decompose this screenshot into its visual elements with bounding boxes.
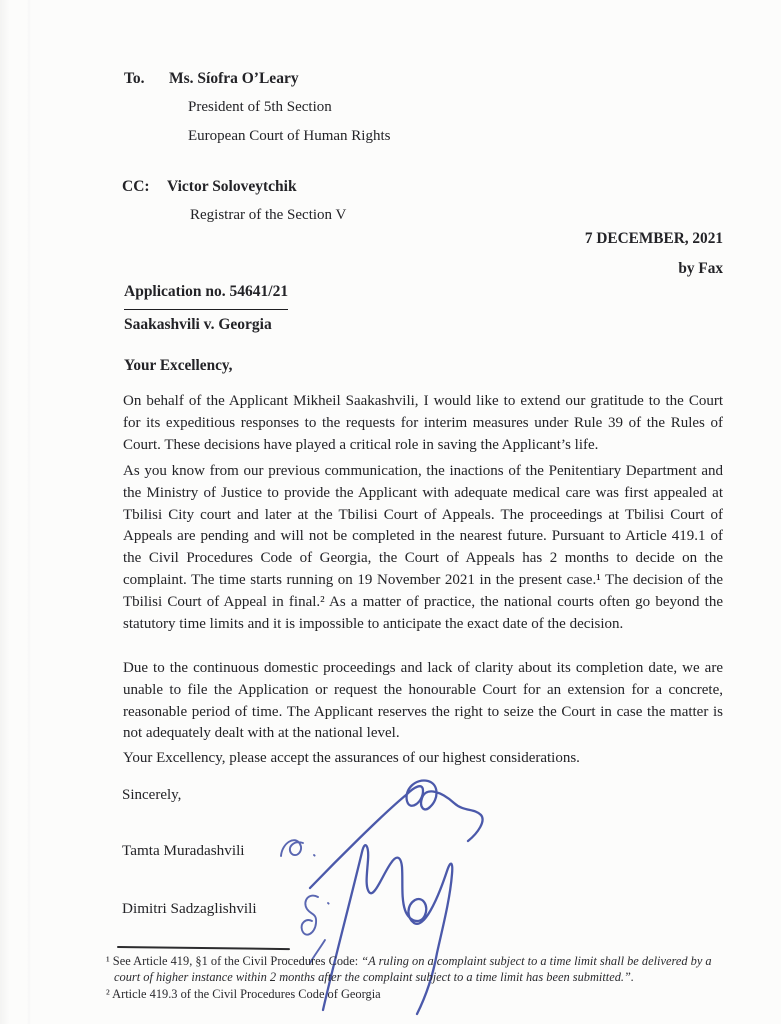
body-paragraph-1: On behalf of the Applicant Mikheil Saakashvili, I would like to extend our gratitude to the Court for its expeditious responses to the requests for interim measures under Rule 39 of the Rules of Court. These decisions have played a critical role in saving the Applicant’s life. (123, 393, 723, 453)
application-number: Application no. 54641/21 (124, 277, 288, 310)
to-title-line: President of 5th Section (188, 99, 332, 115)
to-name: Ms. Síofra O’Leary (169, 70, 299, 87)
footnote-1 (106, 953, 730, 985)
signatory-name-1: Tamta Muradashvili (122, 842, 245, 859)
cc-block (122, 172, 346, 230)
closing-line: Your Excellency, please accept the assurances of our highest considerations. (123, 750, 580, 766)
footnote-2: ² Article 419.3 of the Civil Procedures Code of Georgia (106, 987, 381, 1002)
salutation: Your Excellency, (124, 357, 233, 374)
footnote-separator (117, 946, 290, 951)
cc-label: CC: (122, 178, 150, 195)
sign-off: Sincerely, (122, 787, 182, 803)
case-reference-block (124, 277, 288, 340)
case-name: Saakashvili v. Georgia (124, 316, 272, 333)
signatory-name-2: Dimitri Sadzaglishvili (122, 900, 257, 917)
addressee-block (124, 64, 390, 151)
cc-title-line: Registrar of the Section V (190, 207, 347, 223)
signature1-dot-icon (314, 855, 315, 856)
signature1-initial-icon (281, 840, 303, 856)
cc-name: Victor Soloveytchik (167, 178, 297, 195)
to-organization-line: European Court of Human Rights (188, 128, 391, 144)
body-paragraph-3: Due to the continuous domestic proceedings and lack of clarity about its completion date, we are unable to file the Application or request the honourable Court for an extension for a concrete, reasonable period of time. The Applicant reserves the right to seize the Court in case the matter is not adequately dealt with at the national level. (123, 660, 723, 742)
footnotes-block (106, 953, 730, 1003)
signature1-flourish-icon (310, 781, 483, 888)
date-line: 7 DECEMBER, 2021 (584, 230, 723, 247)
delivery-method-line: by Fax (678, 260, 723, 277)
signature2-initial-icon (302, 896, 318, 935)
signature2-dot-icon (328, 903, 329, 904)
body-paragraph-2: As you know from our previous communication, the inactions of the Penitentiary Department and the Ministry of Justice to provide the Applicant with adequate medical care was first appealed at Tbilisi City court and later at the Tbilisi Court of Appeals. The proceedings at Tbilisi Court of Appeals are pending and will not be completed in the nearest future. Pursuant to Article 419.1 of the Civil Procedures Code of Georgia, the Court of Appeals has 2 months to decide on the complaint. The time starts running on 19 November 2021 in the present case.¹ The decision of the Tbilisi Court of Appeal in final.² As a matter of practice, the national courts often go beyond the statutory time limits and it is impossible to anticipate the exact date of the decision. (123, 463, 723, 632)
to-label: To. (124, 70, 145, 87)
footnote-1-lead: ¹ See Article 419, §1 of the Civil Procedures Code: (106, 954, 362, 968)
footnote-1-quote: “A ruling on a complaint subject to a time limit shall be delivered by a court of higher instance within 2 months after the complaint subject to a time limit has been submitted.”. (114, 954, 712, 985)
date-block (585, 224, 723, 284)
